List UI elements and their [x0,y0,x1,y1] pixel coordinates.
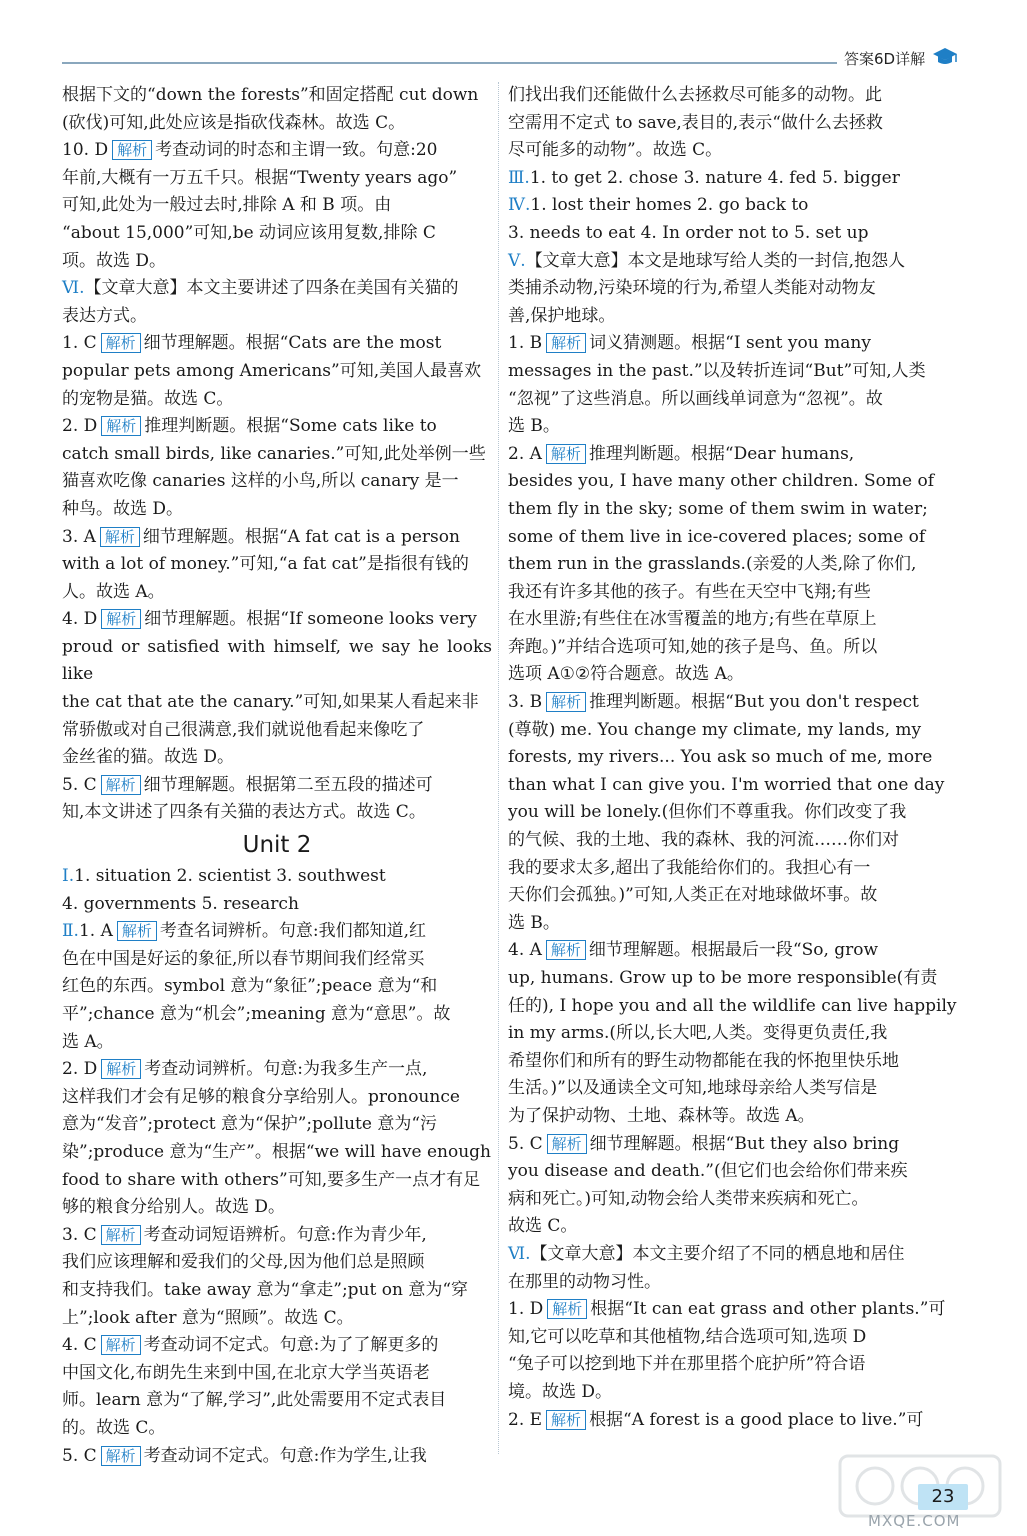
text-line [62,689,492,717]
line-text: 考查动词不定式。句意:作为学生,让我 [143,1445,427,1466]
text-line [508,965,960,993]
analysis-tag: 解析 [117,921,157,941]
line-text: besides you, I have many other children. Some of [508,471,935,492]
line-text: 平”;chance 意为“机会”;meaning 意为“意思”。故 [62,1004,451,1024]
text-line [508,330,960,358]
text-line [508,1324,960,1352]
question-number: 1. C [62,333,97,354]
line-text: 我们应该理解和爱我们的父母,因为他们总是照顾 [62,1252,425,1273]
line-text: 词义猜测题。根据“I sent you many [589,333,871,354]
line-text: 【文章大意】本文主要讲述了四条在美国有关猫的 [84,278,459,299]
text-line [62,1387,492,1415]
line-text: 我的要求太多,超出了我能给你们的。我担心有一 [508,857,871,878]
question-number: 5. C [62,1445,97,1466]
line-text: 中国文化,布朗先生来到中国,在北京大学当英语老 [62,1362,430,1383]
line-text: 选 B。 [508,912,560,933]
question-number: 3. C [62,1224,97,1245]
question-number: 10. D [62,140,109,161]
line-text: 细节理解题。根据“Cats are the most [143,333,442,354]
question-number: 2. A [508,443,542,464]
text-line [508,137,960,165]
line-text: catch small birds, like canaries.”可知,此处举例一些 [62,443,486,464]
text-line [62,524,492,552]
page-number-badge [918,1484,968,1510]
analysis-tag: 解析 [546,1410,586,1430]
text-line [508,827,960,855]
text-line [62,192,492,220]
question-number: 5. C [508,1133,543,1154]
line-text: 染”;produce 意为“生产”。根据“we will have enough [62,1141,492,1162]
text-line [62,1277,492,1305]
line-text: 们找出我们还能做什么去拯救尽可能多的动物。此 [508,85,882,105]
line-text: 4. governments 5. research [62,893,299,914]
section-numeral: Ⅵ. [508,1243,531,1264]
text-line [62,1001,492,1029]
question-number: 2. E [508,1409,543,1430]
question-number: 1. B [508,333,543,354]
line-text: 细节理解题。根据“If someone looks very [144,609,477,630]
line-text: 奔跑。)”并结合选项可知,她的孩子是鸟、鱼。所以 [508,636,878,657]
section-numeral: Ⅵ. [62,278,85,299]
analysis-tag: 解析 [101,1225,141,1245]
question-number: 2. D [62,416,98,437]
text-line [62,744,492,772]
text-line [508,606,960,634]
text-line [62,248,492,276]
text-line [62,891,492,919]
line-text: 尽可能多的动物”。故选 C。 [508,140,723,161]
text-line [508,1158,960,1186]
text-line [62,579,492,607]
line-text: 境。故选 D。 [508,1381,613,1402]
line-text: food to share with others”可知,要多生产一点才有足 [62,1169,481,1190]
line-text: 这样我们才会有足够的粮食分享给别人。pronounce [62,1086,460,1107]
section-numeral: Ⅲ. [508,167,530,188]
analysis-tag: 解析 [101,1059,141,1079]
column-divider [498,82,499,1454]
line-text: 病和死亡。)可知,动物会给人类带来疾病和死亡。 [508,1188,869,1209]
text-line [62,220,492,248]
text-line [62,946,492,974]
text-line [508,413,960,441]
text-line [508,937,960,965]
text-line [508,1075,960,1103]
line-text: 上”;look after 意为“照顾”。故选 C。 [62,1307,354,1328]
line-text: 色在中国是好运的象征,所以春节期间我们经常买 [62,948,425,969]
graduation-cap-icon [932,46,958,68]
line-text: 红色的东西。symbol 意为“象征”;peace 意为“和 [62,976,438,997]
analysis-tag: 解析 [547,1134,587,1154]
text-line [508,468,960,496]
analysis-tag: 解析 [101,1446,141,1466]
line-text: the cat that ate the canary.”可知,如果某人看起来非 [62,692,479,713]
text-line [508,275,960,303]
line-text: 在水里游;有些住在冰雪覆盖的地方;有些在草原上 [508,609,877,630]
text-line [508,1269,960,1297]
text-line [62,330,492,358]
text-line [508,882,960,910]
text-line [508,1048,960,1076]
line-text: 3. needs to eat 4. In order not to 5. set up [508,222,869,243]
analysis-tag: 解析 [101,1335,141,1355]
text-line [62,358,492,386]
text-line [508,910,960,938]
text-line [62,82,492,110]
analysis-tag: 解析 [112,140,152,160]
question-number: 4. C [62,1335,97,1356]
text-line [508,1241,960,1269]
text-line [508,1407,960,1435]
question-number: 5. C [62,774,97,795]
right-column [508,82,960,1434]
line-text: 师。learn 意为“了解,学习”,此处需要用不定式表目 [62,1390,447,1411]
text-line [62,110,492,138]
text-line [62,386,492,414]
text-line [62,863,492,891]
line-text: 我还有许多其他的孩子。有些在天空中飞翔;有些 [508,581,871,602]
line-text: 根据下文的“down the forests”和固定搭配 cut down [62,85,479,105]
watermark-text: MXQE.COM [868,1512,961,1530]
text-line [62,1360,492,1388]
page-number: 23 [931,1486,955,1507]
line-text: 细节理解题。根据“A fat cat is a person [142,526,460,547]
text-line [508,192,960,220]
section-numeral: Ⅳ. [508,195,531,216]
text-line [508,1103,960,1131]
text-line [508,82,960,110]
line-text: 选 B。 [508,416,560,437]
line-text: 选 A。 [62,1031,114,1052]
text-line [62,303,492,331]
line-text: (砍伐)可知,此处应该是指砍伐森林。故选 C。 [62,112,406,133]
analysis-tag: 解析 [101,416,141,436]
line-text: 推理判断题。根据“But you don't respect [589,692,919,713]
line-text: messages in the past.”以及转折连词“But”可知,人类 [508,360,926,381]
line-text: than what I can give you. I'm worried that one day [508,774,945,795]
text-line [508,248,960,276]
line-text: forests, my rivers... You ask so much of me, more [508,747,933,768]
text-line [62,772,492,800]
text-line [62,1443,492,1471]
analysis-tag: 解析 [100,527,140,547]
text-line [62,1029,492,1057]
section-numeral: Ⅰ. [62,866,75,887]
analysis-tag: 解析 [546,333,586,353]
line-text: 天你们会孤独。)”可知,人类正在对地球做坏事。故 [508,885,878,906]
line-text: proud or satisfied with himself, we say he looks like [62,636,492,685]
text-line [62,137,492,165]
header-label: 答案6D详解 [844,50,926,68]
line-text: popular pets among Americans”可知,美国人最喜欢 [62,360,482,381]
line-text: 推理判断题。根据“Dear humans, [588,443,855,464]
text-line [62,1194,492,1222]
analysis-tag: 解析 [546,444,586,464]
line-text: 考查动词辨析。句意:为我多生产一点, [144,1059,428,1080]
line-text: 细节理解题。根据最后一段“So, grow [588,940,879,961]
text-line [62,1222,492,1250]
unit-title: Unit 2 [242,832,312,859]
line-text: 生活。)”以及通读全文可知,地球母亲给人类写信是 [508,1078,878,1099]
line-text: “about 15,000”可知,be 动词应该用复数,排除 C [62,222,436,243]
text-line [508,993,960,1021]
line-text: you disease and death.”(但它们也会给你们带来疾 [508,1161,908,1182]
analysis-tag: 解析 [101,609,141,629]
text-line [62,717,492,745]
section-numeral: Ⅴ. [508,250,526,271]
line-text: 善,保护地球。 [508,305,616,326]
line-text: 在那里的动物习性。 [508,1271,661,1292]
text-line [62,1249,492,1277]
text-line [62,468,492,496]
question-number: 2. D [62,1059,98,1080]
text-line [508,1020,960,1048]
line-text: 希望你们和所有的野生动物都能在我的怀抱里快乐地 [508,1050,899,1071]
text-line [62,1167,492,1195]
text-line [62,918,492,946]
question-number: 3. B [508,692,543,713]
line-text: 类捕杀动物,污染环境的行为,希望人类能对动物友 [508,278,876,299]
text-line [62,634,492,689]
text-line [508,358,960,386]
text-line [508,1379,960,1407]
text-line [62,1084,492,1112]
line-text: 猫喜欢吃像 canaries 这样的小鸟,所以 canary 是一 [62,471,459,492]
text-line [508,579,960,607]
text-line [508,772,960,800]
line-text: 推理判断题。根据“Some cats like to [144,416,437,437]
line-text: 常骄傲或对自己很满意,我们就说他看起来像吃了 [62,719,425,740]
section-numeral: Ⅱ. [62,921,79,942]
line-text: 的气候、我的土地、我的森林、我的河流……你们对 [508,830,899,851]
text-line [62,165,492,193]
analysis-tag: 解析 [546,692,586,712]
text-line [508,110,960,138]
line-text: 故选 C。 [508,1216,578,1237]
text-line [508,386,960,414]
line-text: 和支持我们。take away 意为“拿走”;put on 意为“穿 [62,1279,469,1300]
line-text: 考查动词不定式。句意:为了了解更多的 [143,1335,439,1356]
line-text: 【文章大意】本文主要介绍了不同的栖息地和居住 [530,1243,905,1264]
text-line [508,220,960,248]
text-line [62,1332,492,1360]
line-text: 1. situation 2. scientist 3. southwest [74,866,386,887]
question-number: 4. A [508,940,542,961]
text-line [508,717,960,745]
question-number: 1. A [78,921,113,942]
text-line [62,413,492,441]
text-line [62,606,492,634]
text-line [508,799,960,827]
left-column [62,82,492,1470]
line-text: 考查名词辨析。句意:我们都知道,红 [159,921,427,942]
analysis-tag: 解析 [101,775,141,795]
text-line [62,973,492,1001]
line-text: 金丝雀的猫。故选 D。 [62,747,235,768]
line-text: 的宠物是猫。故选 C。 [62,388,234,409]
line-text: (尊敬) me. You change my climate, my lands, my [508,719,922,740]
line-text: 1. to get 2. chose 3. nature 4. fed 5. bigger [529,167,900,188]
text-line [508,744,960,772]
header-rule [62,62,837,64]
line-text: 项。故选 D。 [62,250,167,271]
analysis-tag: 解析 [547,1299,587,1319]
line-text: 知,本文讲述了四条有关猫的表达方式。故选 C。 [62,802,426,823]
line-text: 1. lost their homes 2. go back to [530,195,809,216]
text-line [62,1415,492,1443]
text-line [508,689,960,717]
line-text: 种鸟。故选 D。 [62,498,184,519]
question-number: 1. D [508,1299,544,1320]
line-text: up, humans. Grow up to be more responsible(有责 [508,968,938,988]
text-line [62,275,492,303]
line-text: 根据“It can eat grass and other plants.”可 [590,1299,946,1320]
text-line [508,634,960,662]
line-text: 年前,大概有一万五千只。根据“Twenty years ago” [62,167,458,188]
text-line [62,1305,492,1333]
line-text: them fly in the sky; some of them swim in water; [508,498,928,519]
line-text: 细节理解题。根据“But they also bring [589,1133,900,1154]
analysis-tag: 解析 [101,333,141,353]
line-text: 考查动词的时态和主谓一致。句意:20 [155,140,438,161]
text-line [62,1111,492,1139]
line-text: them run in the grasslands.(亲爱的人类,除了你们, [508,554,917,575]
text-line [62,1056,492,1084]
question-number: 4. D [62,609,98,630]
line-text: 可知,此处为一般过去时,排除 A 和 B 项。由 [62,195,392,216]
line-text: 考查动词短语辨析。句意:作为青少年, [143,1224,427,1245]
text-line [508,1351,960,1379]
text-line [508,524,960,552]
text-line [508,661,960,689]
line-text: 空需用不定式 to save,表目的,表示“做什么去拯救 [508,112,883,133]
line-text: 的。故选 C。 [62,1417,166,1438]
line-text: 人。故选 A。 [62,581,165,602]
text-line [62,441,492,469]
text-line [508,551,960,579]
line-text: “兔子可以挖到地下并在那里搭个庇护所”符合语 [508,1354,866,1375]
text-line [508,1213,960,1241]
line-text: 根据“A forest is a good place to live.”可 [589,1409,924,1430]
line-text: “忽视”了这些消息。所以画线单词意为“忽视”。故 [508,388,883,409]
text-line [508,1131,960,1159]
line-text: 选项 A①②符合题意。故选 A。 [508,664,744,685]
line-text: you will be lonely.(但你们不尊重我。你们改变了我 [508,802,907,823]
text-line [508,496,960,524]
text-line [508,1296,960,1324]
text-line [62,551,492,579]
line-text: 为了保护动物、土地、森林等。故选 A。 [508,1105,815,1126]
line-text: 表达方式。 [62,305,147,326]
line-text: 【文章大意】本文是地球写给人类的一封信,抱怨人 [525,250,906,271]
text-line [508,303,960,331]
question-number: 3. A [62,526,96,547]
analysis-tag: 解析 [546,940,586,960]
line-text: some of them live in ice-covered places; some of [508,526,926,547]
line-text: 知,它可以吃草和其他植物,结合选项可知,选项 D [508,1326,867,1347]
text-line [62,799,492,827]
text-line [508,441,960,469]
text-line [62,496,492,524]
line-text: in my arms.(所以,长大吧,人类。变得更负责任,我 [508,1023,888,1044]
line-text: 意为“发音”;protect 意为“保护”;pollute 意为“污 [62,1114,438,1135]
text-line [508,855,960,883]
text-line [508,1186,960,1214]
line-text: 够的粮食分给别人。故选 D。 [62,1197,286,1218]
line-text: with a lot of money.”可知,“a fat cat”是指很有钱的 [62,554,469,575]
text-line [508,165,960,193]
text-line [62,1139,492,1167]
line-text: 细节理解题。根据第二至五段的描述可 [143,774,433,795]
line-text: 任的), I hope you and all the wildlife can live happily [508,995,957,1016]
